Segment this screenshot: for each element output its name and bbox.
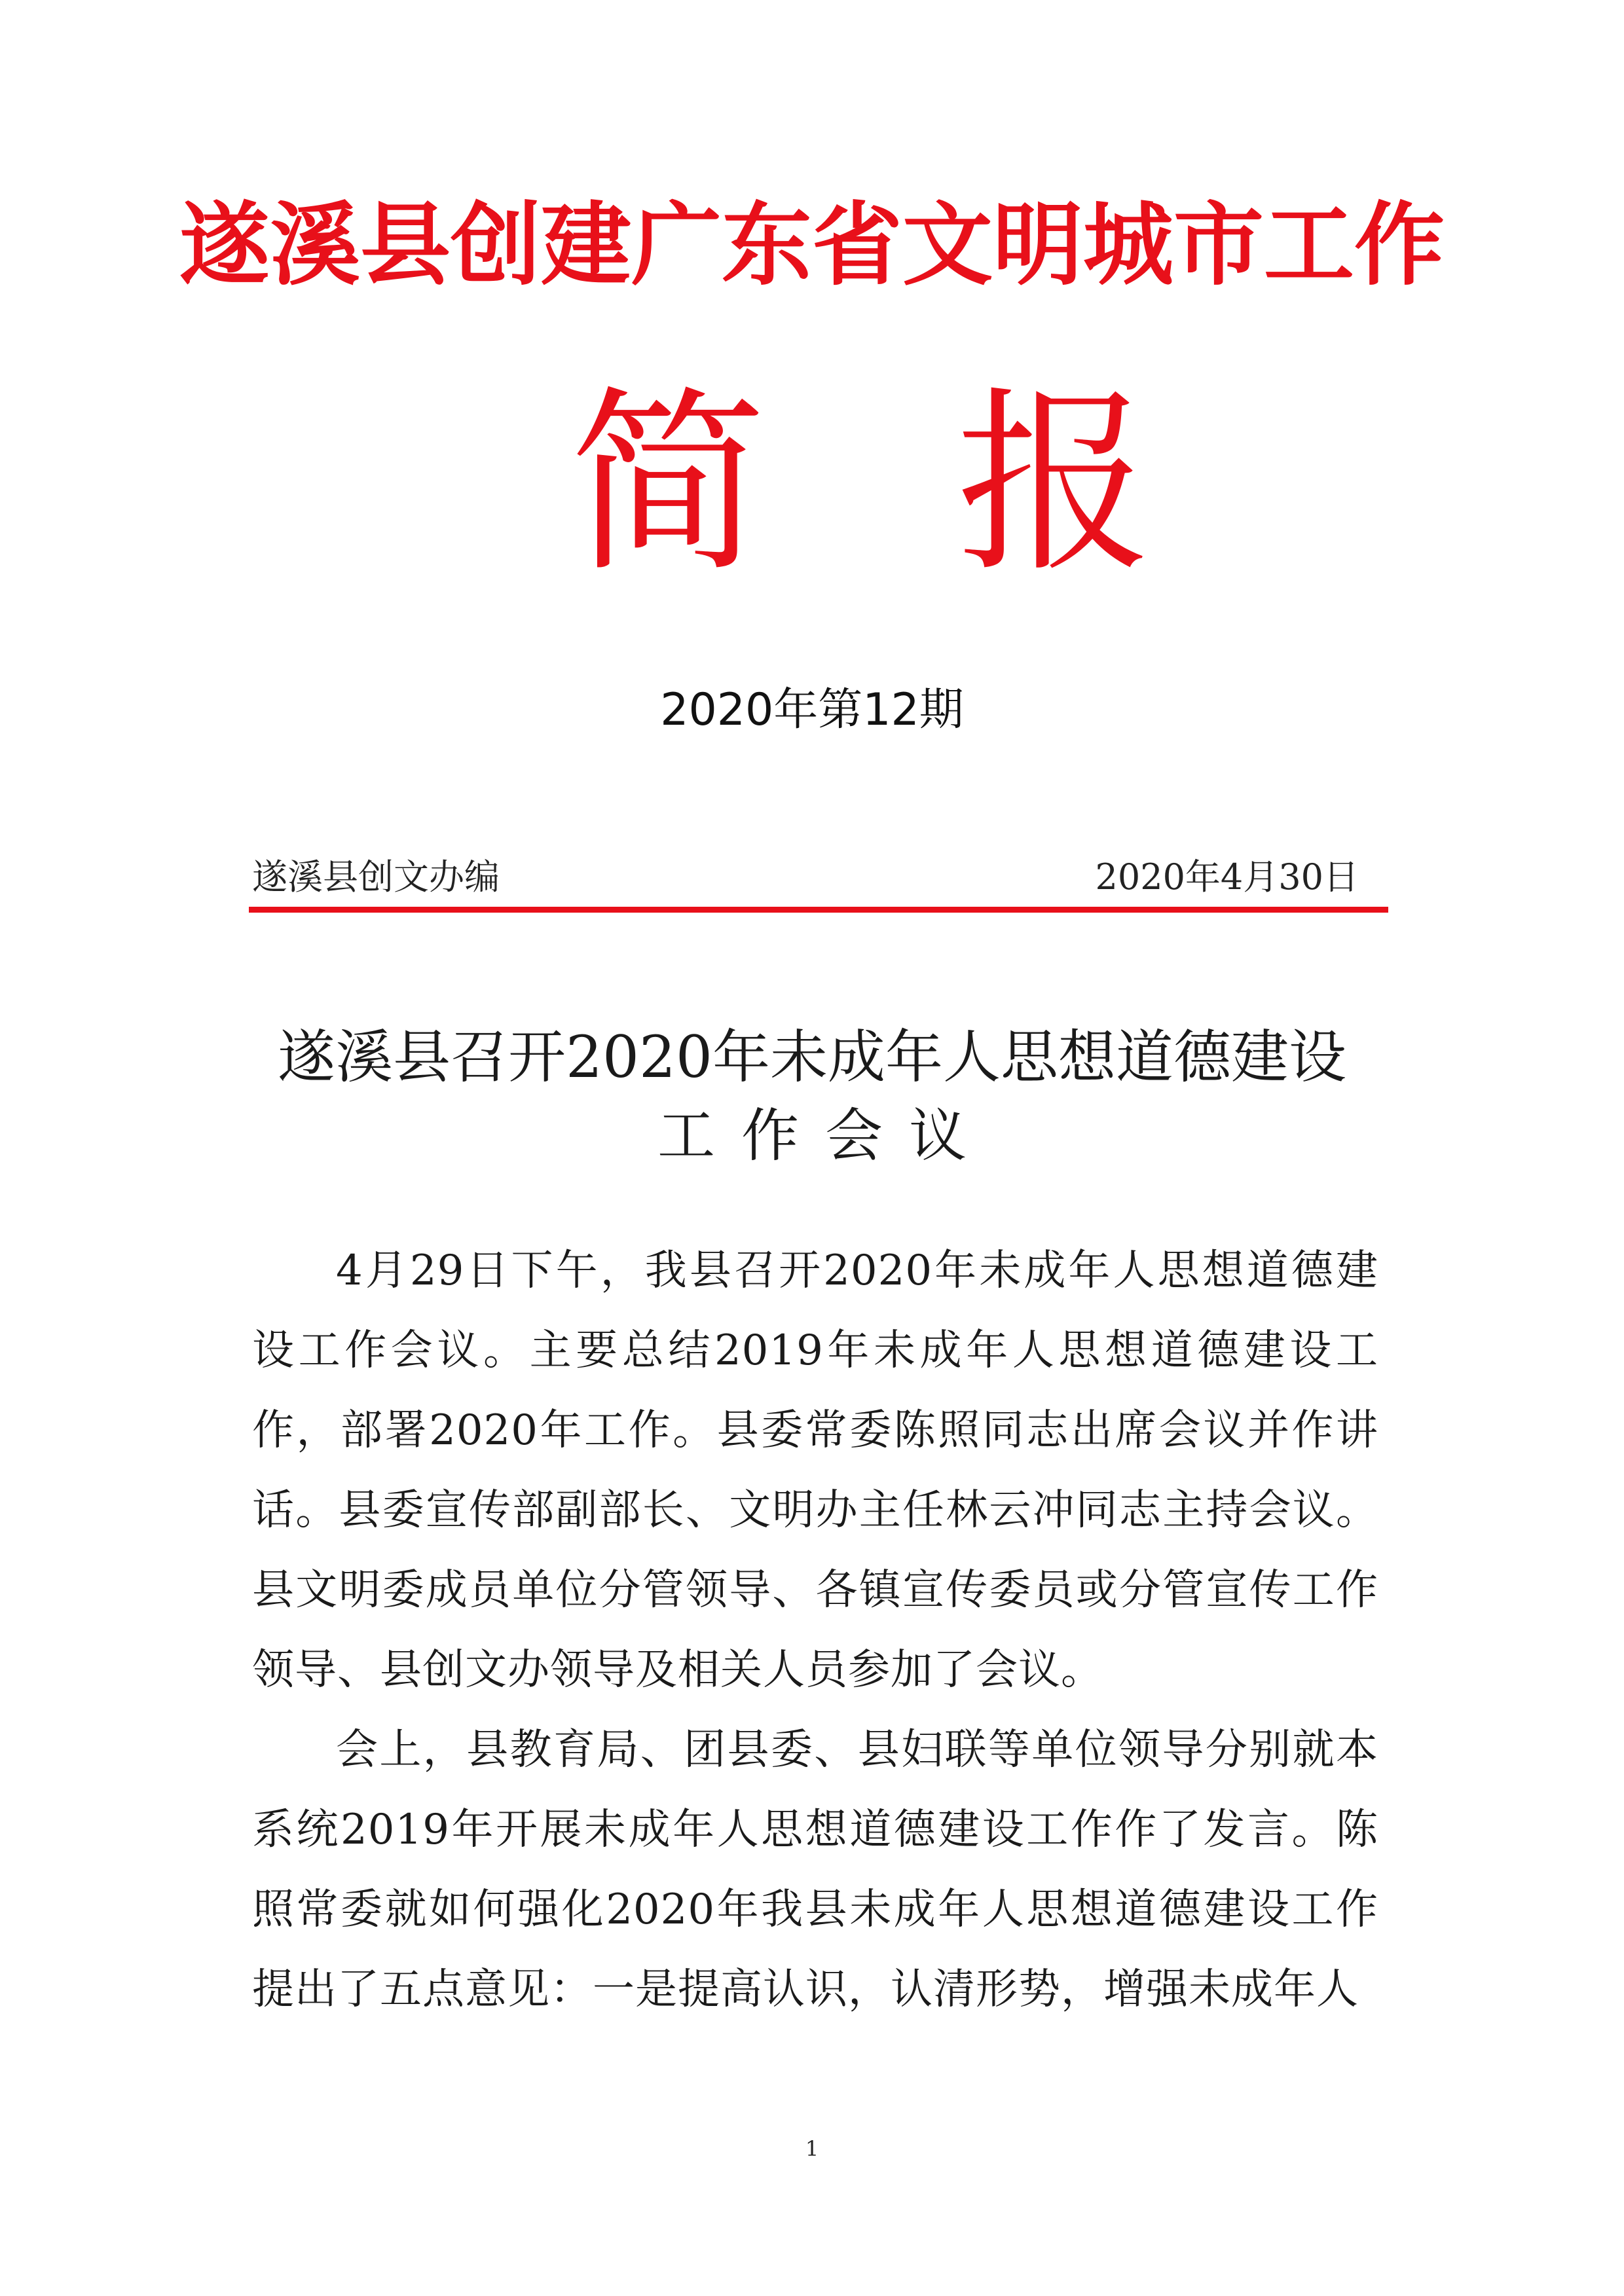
issue-number: 2020年第12期: [660, 684, 964, 736]
masthead-brief-char-2: 报: [956, 370, 1153, 598]
article-title: [196, 1018, 1428, 1175]
page-number: 1: [805, 2136, 819, 2161]
masthead-title: 遂溪县创建广东省文明城市工作: [179, 192, 1445, 298]
masthead-brief: [0, 367, 1624, 602]
article-title-line-1: 遂溪县召开2020年未成年人思想道德建设: [278, 1023, 1346, 1091]
article-title-line-2: 工作会议: [657, 1102, 993, 1169]
issue-date: 2020年4月30日: [1095, 856, 1359, 898]
article-body: [252, 1231, 1378, 2030]
article-paragraph-2: 会上，县教育局、团县委、县妇联等单位领导分别就本系统2019年开展未成年人思想道德建设工作作了发言。陈照常委就如何强化2020年我县未成年人思想道德建设工作提出了五点意见：一是提高认识，认清形势，增强未成年人: [252, 1726, 1378, 2014]
red-divider: [249, 907, 1388, 913]
masthead-brief-char-1: 简: [570, 370, 766, 598]
article-paragraph-1: 4月29日下午，我县召开2020年未成年人思想道德建设工作会议。主要总结2019年未成年人思想道德建设工作，部署2020年工作。县委常委陈照同志出席会议并作讲话。县委宣传部副部长、文明办主任林云冲同志主持会议。县文明委成员单位分管领导、各镇宣传委员或分管宣传工作领导、县创文办领导及相关人员参加了会议。: [252, 1247, 1378, 1694]
issuer: 遂溪县创文办编: [252, 856, 500, 898]
